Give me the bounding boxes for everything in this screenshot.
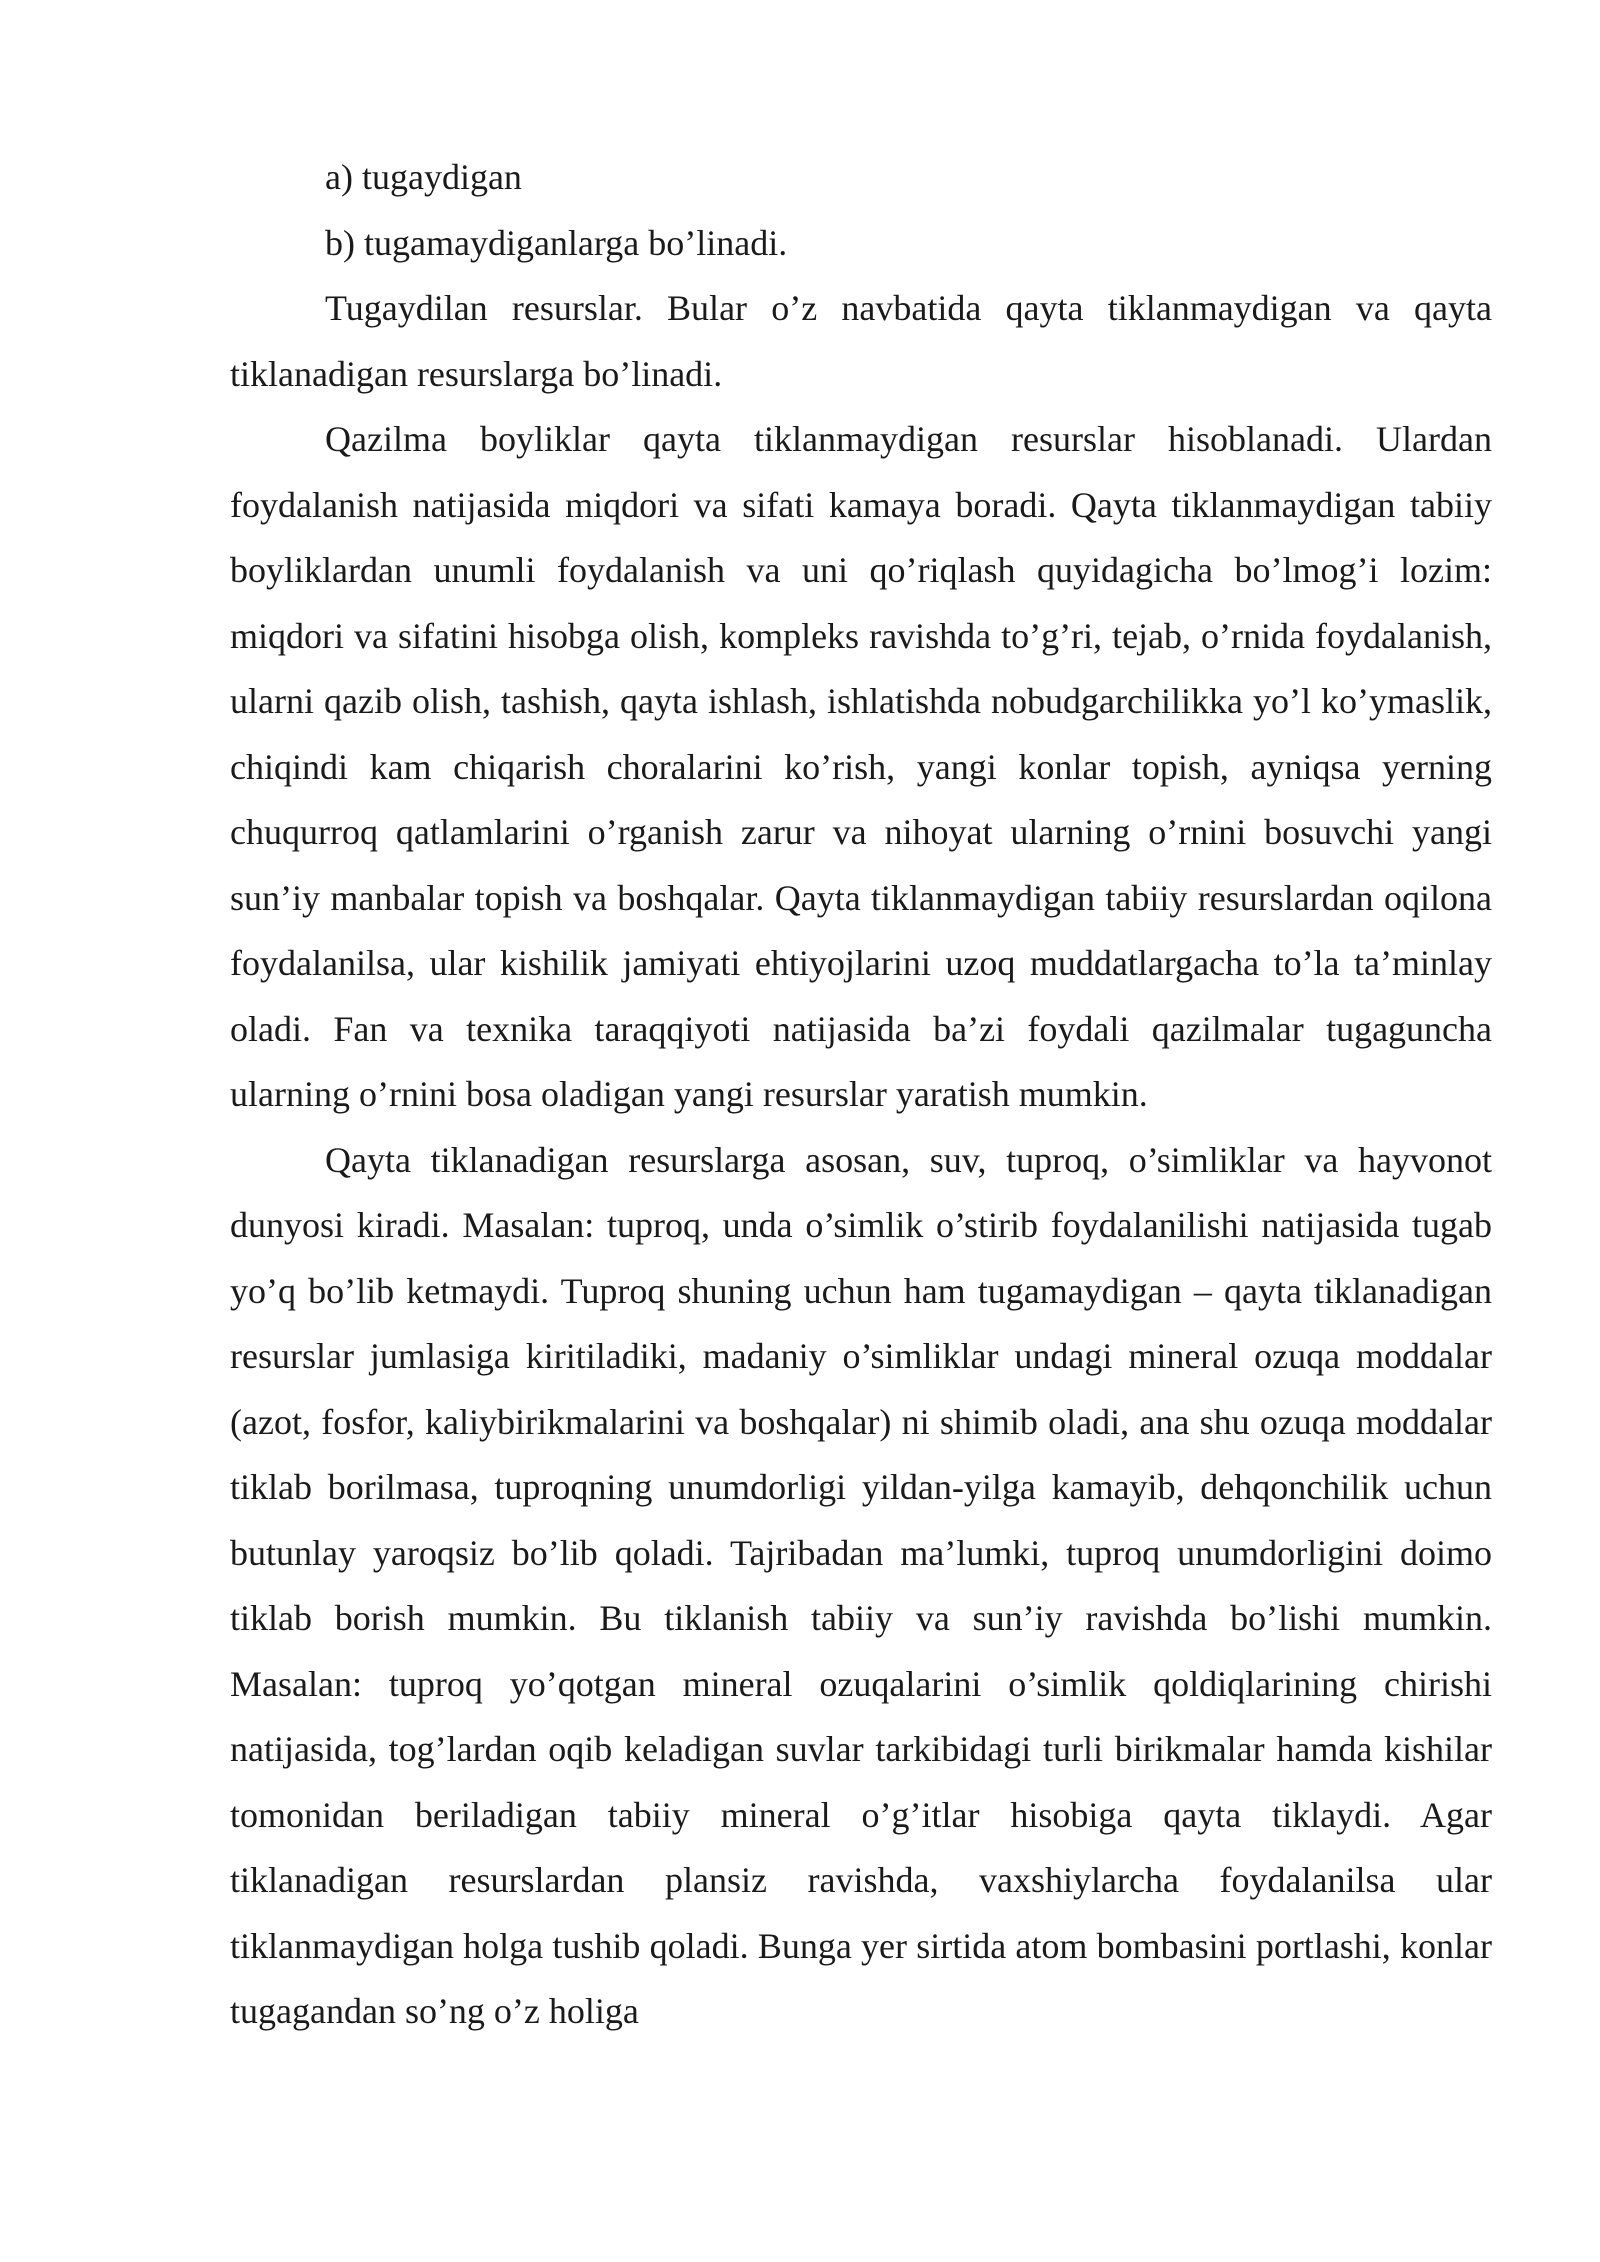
list-item-a: a) tugaydigan xyxy=(325,157,522,197)
paragraph-mineral-resources: Qazilma boyliklar qayta tiklanmaydigan resurslar hisoblanadi. Ulardan foydalanish natijasida miqdori va sifati kamaya boradi. Qayta tiklanmaydigan tabiiy boyliklardan unumli foydalanish va uni qo’riqlash quyidagicha bo’lmog’i lozim: miqdori va sifatini hisobga olish, kompleks ravishda to’g’ri, tejab, o’rnida foydalanish, ularni qazib olish, tashish, qayta ishlash, ishlatishda nobudgarchilikka yo’l ko’ymaslik, chiqindi kam chiqarish choralarini ko’rish, yangi konlar topish, ayniqsa yerning chuqurroq qatlamlarini o’rganish zarur va nihoyat ularning o’rnini bosuvchi yangi sun’iy manbalar topish va boshqalar. Qayta tiklanmaydigan tabiiy resurslardan oqilona foydalanilsa, ular kishilik jamiyati ehtiyojlarini uzoq muddatlargacha to’la ta’minlay oladi. Fan va texnika taraqqiyoti natijasida ba’zi foydali qazilmalar tugaguncha ularning o’rnini bosa oladigan yangi resurslar yaratish mumkin. xyxy=(230,419,1492,1114)
paragraph-exhaustible-resources: Tugaydilan resurslar. Bular o’z navbatida qayta tiklanmaydigan va qayta tiklanadigan resurslarga bo’linadi. xyxy=(230,288,1492,394)
paragraph-renewable-resources: Qayta tiklanadigan resurslarga asosan, suv, tuproq, o’simliklar va hayvonot dunyosi kiradi. Masalan: tuproq, unda o’simlik o’stirib foydalanilishi natijasida tugab yo’q bo’lib ketmaydi. Tuproq shuning uchun ham tugamaydigan – qayta tiklanadigan resurslar jumlasiga kiritiladiki, madaniy o’simliklar undagi mineral ozuqa moddalar (azot, fosfor, kaliybirikmalarini va boshqalar) ni shimib oladi, ana shu ozuqa moddalar tiklab borilmasa, tuproqning unumdorligi yildan-yilga kamayib, dehqonchilik uchun butunlay yaroqsiz bo’lib qoladi. Tajribadan ma’lumki, tuproq unumdorligini doimo tiklab borish mumkin. Bu tiklanish tabiiy va sun’iy ravishda bo’lishi mumkin. Masalan: tuproq yo’qotgan mineral ozuqalarini o’simlik qoldiqlarining chirishi natijasida, tog’lardan oqib keladigan suvlar tarkibidagi turli birikmalar hamda kishilar tomonidan beriladigan tabiiy mineral o’g’itlar hisobiga qayta tiklaydi. Agar tiklanadigan resurslardan plansiz ravishda, vaxshiylarcha foydalanilsa ular tiklanmaydigan holga tushib qoladi. Bunga yer sirtida atom bombasini portlashi, konlar tugagandan so’ng o’z holiga xyxy=(230,1139,1492,2031)
document-body xyxy=(230,145,1492,2045)
list-item-b: b) tugamaydiganlarga bo’linadi. xyxy=(325,222,788,263)
